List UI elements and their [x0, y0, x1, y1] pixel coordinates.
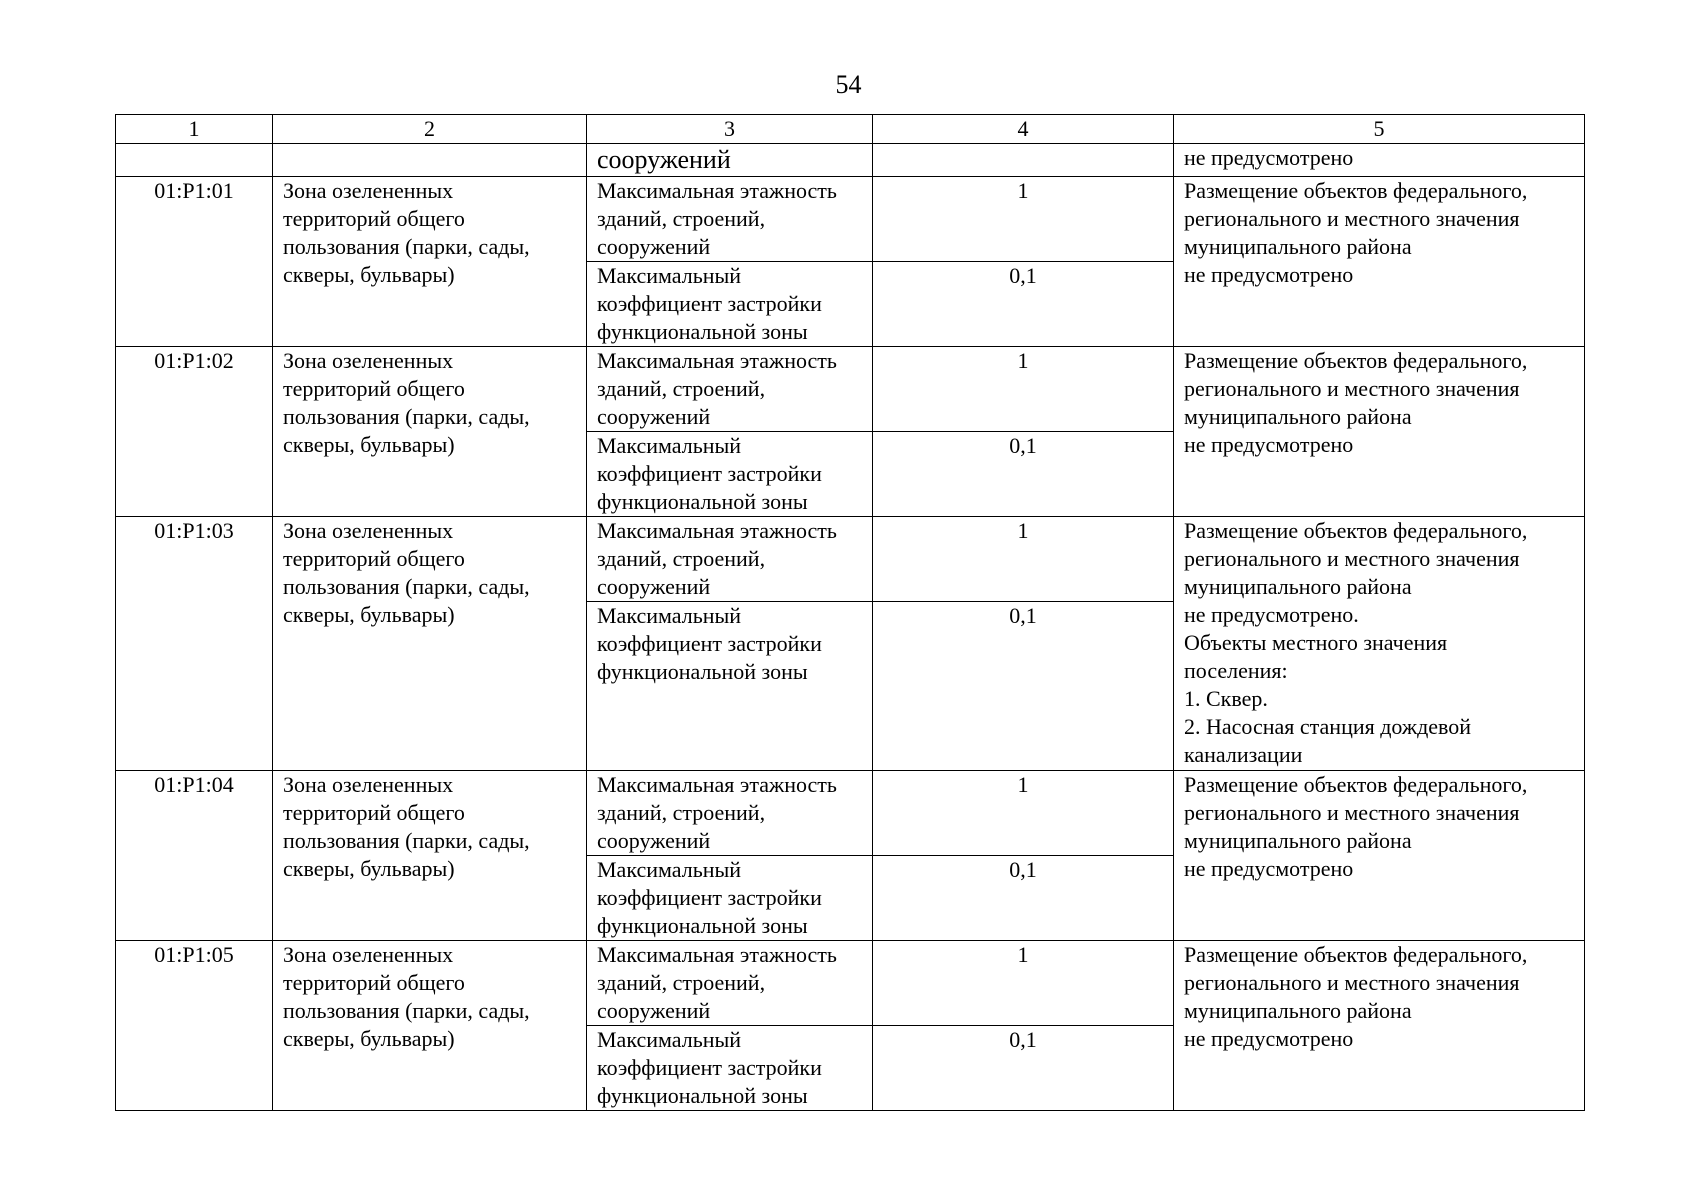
value-cell: 0,1 [873, 856, 1174, 941]
table-row [116, 941, 1585, 1026]
zone-name-cell: Зона озелененных территорий общего пользования (парки, сады, скверы, бульвары) [273, 347, 587, 517]
zone-code-cell: 01:Р1:05 [116, 941, 273, 1111]
note-cell: Размещение объектов федерального, регионального и местного значения муниципального района не предусмотрено [1174, 771, 1585, 941]
value-cell: 1 [873, 941, 1174, 1026]
header-cell: 5 [1174, 115, 1585, 144]
note-cell: не предусмотрено [1174, 144, 1585, 177]
zone-name-cell: Зона озелененных территорий общего пользования (парки, сады, скверы, бульвары) [273, 771, 587, 941]
zone-name-cell: Зона озелененных территорий общего пользования (парки, сады, скверы, бульвары) [273, 941, 587, 1111]
param-cell: Максимальная этажность зданий, строений, сооружений [587, 177, 873, 262]
note-cell: Размещение объектов федерального, регионального и местного значения муниципального района не предусмотрено [1174, 347, 1585, 517]
note-cell: Размещение объектов федерального, регионального и местного значения муниципального района не предусмотрено [1174, 941, 1585, 1111]
param-cell: Максимальная этажность зданий, строений, сооружений [587, 347, 873, 432]
zone-code-cell: 01:Р1:01 [116, 177, 273, 347]
header-cell: 2 [273, 115, 587, 144]
value-cell: 1 [873, 771, 1174, 856]
table-row [116, 517, 1585, 602]
table-row [116, 177, 1585, 262]
value-cell: 1 [873, 517, 1174, 602]
zones-table [115, 114, 1585, 1111]
zone-code-cell: 01:Р1:02 [116, 347, 273, 517]
note-cell: Размещение объектов федерального, регионального и местного значения муниципального района не предусмотрено [1174, 177, 1585, 347]
zone-code-cell: 01:Р1:03 [116, 517, 273, 771]
param-cell: Максимальный коэффициент застройки функциональной зоны [587, 432, 873, 517]
table-row [116, 347, 1585, 432]
zone-name-cell: Зона озелененных территорий общего пользования (парки, сады, скверы, бульвары) [273, 177, 587, 347]
header-cell: 4 [873, 115, 1174, 144]
param-cell: сооружений [587, 144, 873, 177]
zone-name-cell: Зона озелененных территорий общего пользования (парки, сады, скверы, бульвары) [273, 517, 587, 771]
note-cell: Размещение объектов федерального, регионального и местного значения муниципального района не предусмотрено. Объекты местного значения поселения: 1. Сквер. 2. Насосная станция дождевой канализации [1174, 517, 1585, 771]
continuation-row [116, 144, 1585, 177]
value-cell: 1 [873, 177, 1174, 262]
param-cell: Максимальный коэффициент застройки функциональной зоны [587, 1026, 873, 1111]
table-row [116, 771, 1585, 856]
param-cell: Максимальный коэффициент застройки функциональной зоны [587, 602, 873, 771]
param-cell: Максимальный коэффициент застройки функциональной зоны [587, 856, 873, 941]
param-cell: Максимальная этажность зданий, строений, сооружений [587, 771, 873, 856]
param-cell: Максимальная этажность зданий, строений, сооружений [587, 941, 873, 1026]
page-number: 54 [835, 70, 862, 99]
value-cell [873, 144, 1174, 177]
value-cell: 0,1 [873, 1026, 1174, 1111]
value-cell: 0,1 [873, 262, 1174, 347]
value-cell: 0,1 [873, 602, 1174, 771]
value-cell: 1 [873, 347, 1174, 432]
zone-code-cell: 01:Р1:04 [116, 771, 273, 941]
code-cell [116, 144, 273, 177]
table-header-row [116, 115, 1585, 144]
param-cell: Максимальный коэффициент застройки функциональной зоны [587, 262, 873, 347]
param-cell: Максимальная этажность зданий, строений, сооружений [587, 517, 873, 602]
value-cell: 0,1 [873, 432, 1174, 517]
zone-cell [273, 144, 587, 177]
header-cell: 1 [116, 115, 273, 144]
header-cell: 3 [587, 115, 873, 144]
